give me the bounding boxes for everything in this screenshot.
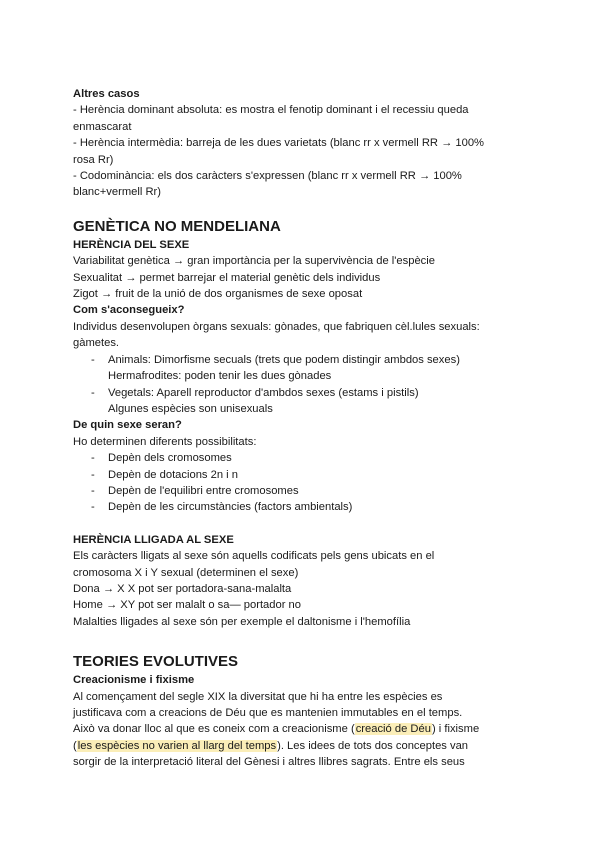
teories-text: Això va donar lloc al que es coneix com a creacionisme ( — [73, 723, 355, 736]
highlight: creació de Déu — [355, 723, 431, 736]
list-item-text: Animals: Dimorfisme secuals (trets que podem distingir ambdos sexes) — [108, 353, 460, 366]
altres-line: - Codominància: els dos caràcters s'expressen (blanc rr x vermell RR → 100% — [73, 170, 462, 183]
list-item — [73, 467, 533, 483]
teories-line: sorgir de la interpretació literal del Gènesi i altres llibres sagrats. Entre els seus — [73, 756, 465, 769]
list-dash: - — [91, 484, 95, 497]
list-item — [73, 499, 533, 515]
highlight: les espècies no varien al llarg del temps — [77, 739, 277, 752]
altres-line: rosa Rr) — [73, 153, 114, 166]
list-item-text: Depèn de l'equilibri entre cromosomes — [108, 484, 299, 497]
lligada-heading: HERÈNCIA LLIGADA AL SEXE — [73, 533, 234, 546]
list-item-text: Algunes espècies son unisexuals — [108, 402, 273, 415]
list-dash: - — [91, 468, 95, 481]
teories-line — [73, 721, 533, 737]
document-content — [73, 86, 533, 771]
list-item — [73, 368, 533, 384]
altres-line: blanc+vermell Rr) — [73, 186, 161, 199]
com-heading: Com s'aconsegueix? — [73, 304, 185, 317]
list-item-text: Depèn de les circumstàncies (factors ambientals) — [108, 501, 353, 514]
lligada-line: Malalties lligades al sexe són per exemple el daltonisme i l'hemofília — [73, 615, 411, 628]
altres-casos-heading: Altres casos — [73, 88, 140, 100]
list-item — [73, 401, 533, 417]
lligada-line: Dona → X X pot ser portadora-sana-malalta — [73, 582, 292, 595]
teories-text: ) i fixisme — [431, 723, 480, 736]
quin-line: Ho determinen diferents possibilitats: — [73, 435, 257, 448]
list-dash: - — [91, 386, 95, 399]
list-item-text: Depèn dels cromosomes — [108, 452, 232, 465]
lligada-line: cromosoma X i Y sexual (determinen el sexe) — [73, 566, 299, 579]
list-item-text: Vegetals: Aparell reproductor d'ambdos sexes (estams i pistils) — [108, 386, 419, 399]
lligada-line: Els caràcters lligats al sexe són aquells codificats pels gens ubicats en el — [73, 550, 435, 563]
teories-heading: TEORIES EVOLUTIVES — [73, 653, 239, 671]
herencia-sexe-heading: HERÈNCIA DEL SEXE — [73, 238, 190, 251]
herencia-sexe-line: Variabilitat genètica → gran importància per la supervivència de l'espècie — [73, 255, 435, 268]
altres-line: enmascarat — [73, 120, 132, 133]
altres-line: - Herència dominant absoluta: es mostra el fenotip dominant i el recessiu queda — [73, 104, 469, 117]
list-item — [73, 385, 533, 401]
teories-line: Al començament del segle XIX la diversitat que hi ha entre les espècies es — [73, 690, 443, 703]
lligada-line: Home → XY pot ser malalt o sa— portador no — [73, 599, 301, 612]
herencia-sexe-line: Zigot → fruit de la unió de dos organismes de sexe oposat — [73, 288, 363, 301]
com-line: Individus desenvolupen òrgans sexuals: gònades, que fabriquen cèl.lules sexuals: — [73, 320, 480, 333]
teories-line — [73, 738, 533, 754]
teories-text: ). Les idees de tots dos conceptes van — [277, 739, 469, 752]
altres-line: - Herència intermèdia: barreja de les dues varietats (blanc rr x vermell RR → 100% — [73, 137, 484, 150]
list-item-text: Hermafrodites: poden tenir les dues gònades — [108, 370, 332, 383]
list-item — [73, 450, 533, 466]
com-line: gàmetes. — [73, 337, 120, 350]
list-dash: - — [91, 501, 95, 514]
list-dash: - — [91, 452, 95, 465]
list-item-text: Depèn de dotacions 2n i n — [108, 468, 238, 481]
teories-text: ( — [73, 739, 77, 752]
list-dash: - — [91, 353, 95, 366]
teories-line: justificava com a creacions de Déu que es mantenien immutables en el temps. — [73, 707, 463, 719]
quin-heading: De quin sexe seran? — [73, 419, 182, 432]
list-item — [73, 483, 533, 499]
herencia-sexe-line: Sexualitat → permet barrejar el material genètic dels individus — [73, 271, 381, 284]
list-item — [73, 352, 533, 368]
creacionisme-heading: Creacionisme i fixisme — [73, 674, 195, 687]
genetica-heading: GENÈTICA NO MENDELIANA — [73, 217, 281, 235]
